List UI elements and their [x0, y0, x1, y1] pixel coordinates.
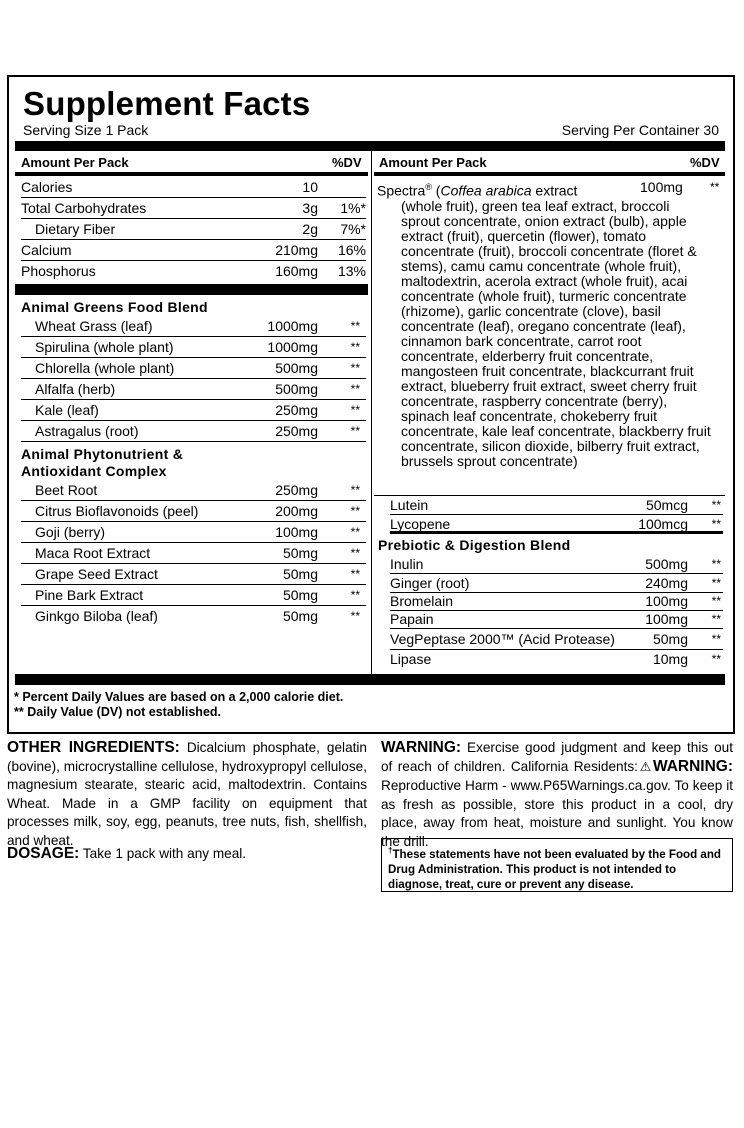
nutrient-amount: 10 [302, 179, 318, 195]
ingredient-dv: ** [711, 612, 721, 626]
nutrient-name: Phosphorus [21, 263, 96, 279]
ingredient-name: Citrus Bioflavonoids (peel) [35, 503, 199, 519]
ingredient-name: Spirulina (whole plant) [35, 339, 174, 355]
phyto-complex-title-line-1: Animal Phytonutrient & [21, 446, 184, 462]
greens-row [21, 379, 366, 400]
warning-label: WARNING: [381, 739, 462, 756]
nutrient-row [21, 219, 366, 240]
nutrient-amount: 160mg [275, 263, 318, 279]
ingredient-amount: 10mg [652, 651, 688, 667]
ingredient-dv: ** [350, 567, 360, 581]
nutrient-dv: 16% [337, 242, 366, 258]
prebiotic-row [390, 555, 723, 574]
nutrient-amount: 3g [302, 200, 318, 216]
warning-triangle-icon: ⚠ [637, 759, 653, 775]
panel-title: Supplement Facts [23, 85, 311, 122]
dagger-mark: † [388, 846, 393, 855]
greens-row [21, 400, 366, 421]
ingredient-amount: 50mg [282, 608, 318, 624]
spectra-amount: 100mg [640, 179, 683, 195]
ingredient-dv: ** [350, 361, 360, 375]
spectra-description: (whole fruit), green tea leaf extract, broccoli sprout concentrate, onion extract (bulb), apple extract (fruit), quercetin (flower), tomato concentrate (fruit), broccoli concentrate (floret & stems), camu camu concentrate (whole fruit), maltodextrin, acerola extract (whole fruit), acai concentrate (whole fruit), turmeric concentrate (rhizome), garlic concentrate (clove), basil concentrate (leaf), oregano concentrate (leaf), cinnamon bark concentrate, carrot root concentrate, elderberry fruit concentrate, mangosteen fruit concentrate, blackcurrant fruit extract, blueberry fruit extract, sweet cherry fruit concentrate, raspberry concentrate (berry), spinach leaf concentrate, chokeberry fruit concentrate, kale leaf concentrate, blackberry fruit concentrate, silicon dioxide, bilberry fruit extract, brussels sprout concentrate) [401, 197, 711, 469]
ingredient-dv: ** [350, 424, 360, 438]
nutrient-dv: 13% [337, 263, 366, 279]
ingredient-name: Ginkgo Biloba (leaf) [35, 608, 158, 624]
ingredient-dv: ** [350, 483, 360, 497]
mid-left-thick-bar [15, 284, 368, 295]
ingredient-amount: 1000mg [267, 318, 318, 334]
phyto-row [21, 501, 366, 522]
servings-per-container: Serving Per Container 30 [561, 122, 719, 138]
ingredient-dv: ** [350, 319, 360, 333]
dosage [7, 845, 367, 864]
ingredient-dv: ** [350, 525, 360, 539]
right-dv-header: %DV [690, 155, 720, 170]
prebiotic-row [390, 650, 723, 669]
prebiotic-row [390, 574, 723, 593]
other-ingredients-text: Dicalcium phosphate, gelatin (bovine), microcrystalline cellulose, hydroxypropyl cellulose, magnesium stearate, stearic acid, maltodextrin. Contains Wheat. Made in a GMP facility on equipment that processes milk, soy, egg, peanuts, tree nuts, fish, shellfish, and wheat. [7, 740, 367, 848]
nutrient-row [21, 240, 366, 261]
ingredient-name: Lycopene [390, 516, 451, 532]
ingredient-amount: 1000mg [267, 339, 318, 355]
ingredient-name: Inulin [390, 556, 424, 572]
phyto-row [21, 585, 366, 606]
spectra-dv: ** [710, 180, 720, 194]
column-divider [371, 151, 372, 674]
phyto-row [21, 480, 366, 501]
prebiotic-row [390, 629, 723, 650]
greens-blend-title: Animal Greens Food Blend [21, 299, 208, 315]
ingredient-dv: ** [711, 632, 721, 646]
ingredient-amount: 200mg [275, 503, 318, 519]
ingredient-amount: 500mg [275, 381, 318, 397]
greens-row [21, 316, 366, 337]
phyto-row [21, 564, 366, 585]
ingredient-name: Astragalus (root) [35, 423, 139, 439]
nutrient-dv: 7%* [340, 221, 366, 237]
ingredient-name: Beet Root [35, 482, 98, 498]
right-header-rule [374, 172, 725, 176]
ingredient-amount: 250mg [275, 423, 318, 439]
warning [381, 739, 733, 851]
left-amount-header: Amount Per Pack [21, 155, 129, 170]
spectra-name: Spectra [377, 182, 426, 199]
ingredient-dv: ** [350, 403, 360, 417]
phyto-row [21, 606, 366, 627]
nutrient-dv: 1%* [340, 200, 366, 216]
left-dv-header: %DV [332, 155, 362, 170]
spectra-block [377, 180, 720, 469]
ingredient-amount: 500mg [275, 360, 318, 376]
ingredient-dv: ** [350, 504, 360, 518]
phyto-row [21, 543, 366, 564]
fda-disclaimer-text: These statements have not been evaluated by the Food and Drug Administration. This product is not intended to diagnose, treat, cure or prevent any disease. [388, 847, 722, 891]
warning-text-2: Reproductive Harm - www.P65Warnings.ca.gov. To keep it as fresh as possible, store this product in a cool, dry place, away from heat, moisture and sunlight. You know the drill. [381, 778, 733, 849]
ingredient-dv: ** [350, 340, 360, 354]
ingredient-amount: 100mcg [638, 516, 688, 532]
warning-text-1: Exercise good judgment and keep this out of reach of children. California Residents: [381, 740, 733, 774]
ingredient-name: Chlorella (whole plant) [35, 360, 175, 376]
right-row [390, 515, 723, 534]
greens-row [21, 337, 366, 358]
ingredient-amount: 500mg [645, 556, 688, 572]
ingredient-name: Papain [390, 611, 434, 627]
footnote-percent-dv: * Percent Daily Values are based on a 2,000 calorie diet. [14, 690, 344, 704]
prebiotic-blend-title: Prebiotic & Digestion Blend [378, 537, 571, 553]
spectra-open-paren: ( [435, 182, 441, 199]
nutrient-row [21, 261, 366, 282]
phyto-complex-title-line-2: Antioxidant Complex [21, 463, 167, 479]
ingredient-name: Lutein [390, 497, 429, 513]
ingredient-amount: 50mg [652, 631, 688, 647]
nutrient-name: Calories [21, 179, 73, 195]
nutrient-row [21, 177, 366, 198]
ingredient-dv: ** [711, 652, 721, 666]
ingredient-amount: 250mg [275, 482, 318, 498]
ingredient-name: Maca Root Extract [35, 545, 151, 561]
ingredient-amount: 100mg [645, 611, 688, 627]
greens-row [21, 358, 366, 379]
registered-mark: ® [425, 182, 432, 192]
top-thick-bar [15, 141, 725, 151]
nutrient-name: Calcium [21, 242, 72, 258]
ingredient-amount: 100mg [275, 524, 318, 540]
right-row [390, 496, 723, 515]
dosage-text: Take 1 pack with any meal. [82, 846, 247, 861]
ingredient-amount: 50mcg [645, 497, 688, 513]
ingredient-name: Goji (berry) [35, 524, 106, 540]
right-amount-header: Amount Per Pack [379, 155, 487, 170]
ingredient-amount: 50mg [282, 545, 318, 561]
serving-size: Serving Size 1 Pack [23, 122, 149, 138]
ingredient-amount: 250mg [275, 402, 318, 418]
ingredient-name: Grape Seed Extract [35, 566, 158, 582]
other-ingredients [7, 739, 367, 850]
greens-row [21, 421, 366, 442]
bottom-thick-bar [15, 674, 725, 685]
fda-disclaimer [381, 838, 733, 892]
ingredient-name: Pine Bark Extract [35, 587, 144, 603]
nutrient-name: Dietary Fiber [35, 221, 116, 237]
ingredient-name: Alfalfa (herb) [35, 381, 116, 397]
nutrient-row [21, 198, 366, 219]
ingredient-dv: ** [711, 557, 721, 571]
ingredient-dv: ** [711, 576, 721, 590]
warning-label-2: WARNING: [652, 757, 734, 775]
nutrient-amount: 210mg [275, 242, 318, 258]
ingredient-amount: 50mg [282, 566, 318, 582]
ingredient-amount: 50mg [282, 587, 318, 603]
ingredient-dv: ** [711, 517, 721, 531]
left-header-rule [15, 172, 368, 176]
ingredient-name: Bromelain [390, 593, 454, 609]
spectra-latin-name: Coffea arabica [440, 182, 532, 199]
nutrient-name: Total Carbohydrates [21, 200, 147, 216]
spectra-extract-word: extract [531, 182, 578, 199]
ingredient-name: Lipase [390, 651, 432, 667]
phyto-row [21, 522, 366, 543]
ingredient-name: Kale (leaf) [35, 402, 99, 418]
ingredient-dv: ** [711, 498, 721, 512]
ingredient-name: Wheat Grass (leaf) [35, 318, 153, 334]
ingredient-name: VegPeptase 2000™ (Acid Protease) [390, 631, 615, 647]
footnote-dv-not-established: ** Daily Value (DV) not established. [14, 705, 222, 719]
ingredient-dv: ** [350, 546, 360, 560]
dosage-label: DOSAGE: [7, 845, 80, 862]
ingredient-name: Ginger (root) [390, 575, 470, 591]
ingredient-dv: ** [350, 609, 360, 623]
ingredient-dv: ** [711, 594, 721, 608]
ingredient-amount: 240mg [645, 575, 688, 591]
other-ingredients-label: OTHER INGREDIENTS: [7, 739, 180, 756]
prebiotic-row [390, 611, 723, 629]
ingredient-dv: ** [350, 382, 360, 396]
prebiotic-row [390, 593, 723, 611]
nutrient-amount: 2g [302, 221, 318, 237]
ingredient-dv: ** [350, 588, 360, 602]
ingredient-amount: 100mg [645, 593, 688, 609]
